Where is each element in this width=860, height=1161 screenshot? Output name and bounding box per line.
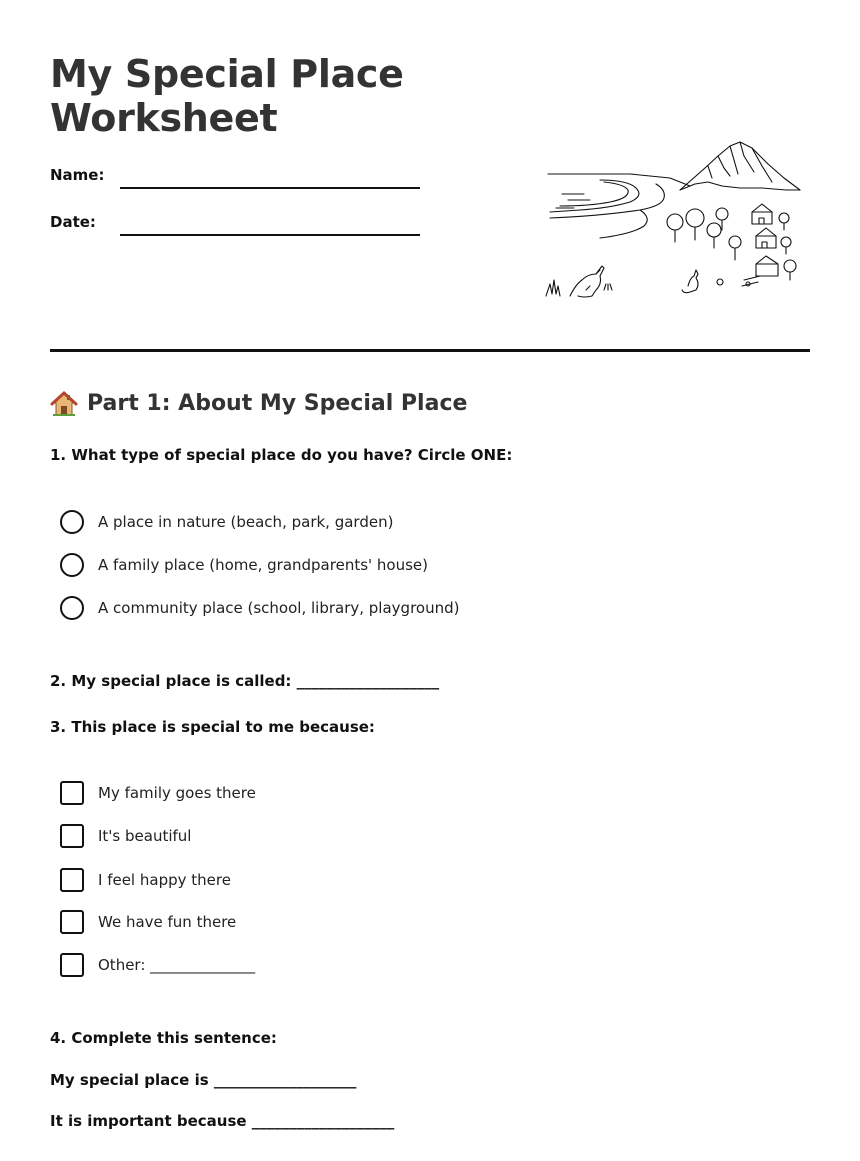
sentence-line-2: It is important because ___________________ — [50, 1112, 395, 1130]
section-divider — [50, 349, 810, 352]
house-icon — [50, 390, 78, 418]
radio-circle[interactable] — [60, 596, 84, 620]
question-1: 1. What type of special place do you have? Circle ONE: — [50, 446, 513, 464]
option-label: A place in nature (beach, park, garden) — [98, 513, 394, 531]
q3-option-beautiful[interactable] — [60, 823, 191, 849]
page-title — [50, 52, 404, 140]
q3-option-fun[interactable] — [60, 909, 236, 935]
title-line-1: My Special Place — [50, 52, 404, 96]
q3-option-family[interactable] — [60, 780, 256, 806]
option-label: It's beautiful — [98, 827, 192, 845]
part1-heading — [50, 389, 467, 419]
landscape-sketch-icon — [540, 138, 808, 306]
name-label: Name: — [50, 166, 105, 184]
name-field-line[interactable] — [120, 187, 420, 189]
checkbox[interactable] — [60, 781, 84, 805]
checkbox[interactable] — [60, 868, 84, 892]
part1-heading-text: Part 1: About My Special Place — [87, 391, 468, 416]
radio-circle[interactable] — [60, 553, 84, 577]
question-2: 2. My special place is called: ___________________ — [50, 672, 440, 690]
question-3: 3. This place is special to me because: — [50, 718, 375, 736]
option-label: I feel happy there — [98, 871, 231, 889]
radio-circle[interactable] — [60, 510, 84, 534]
option-label: A family place (home, grandparents' house) — [98, 556, 428, 574]
checkbox[interactable] — [60, 953, 84, 977]
checkbox[interactable] — [60, 910, 84, 934]
date-label: Date: — [50, 213, 96, 231]
option-label: Other: ______________ — [98, 956, 256, 974]
checkbox[interactable] — [60, 824, 84, 848]
option-label: We have fun there — [98, 913, 237, 931]
q3-option-happy[interactable] — [60, 867, 231, 893]
title-line-2: Worksheet — [50, 96, 278, 140]
q1-option-community[interactable] — [60, 595, 459, 621]
option-label: A community place (school, library, playground) — [98, 599, 460, 617]
option-label: My family goes there — [98, 784, 256, 802]
date-field-line[interactable] — [120, 234, 420, 236]
q1-option-family[interactable] — [60, 552, 428, 578]
q1-option-nature[interactable] — [60, 509, 393, 535]
question-4: 4. Complete this sentence: — [50, 1029, 277, 1047]
sentence-line-1: My special place is ___________________ — [50, 1071, 357, 1089]
q3-option-other[interactable] — [60, 952, 255, 978]
